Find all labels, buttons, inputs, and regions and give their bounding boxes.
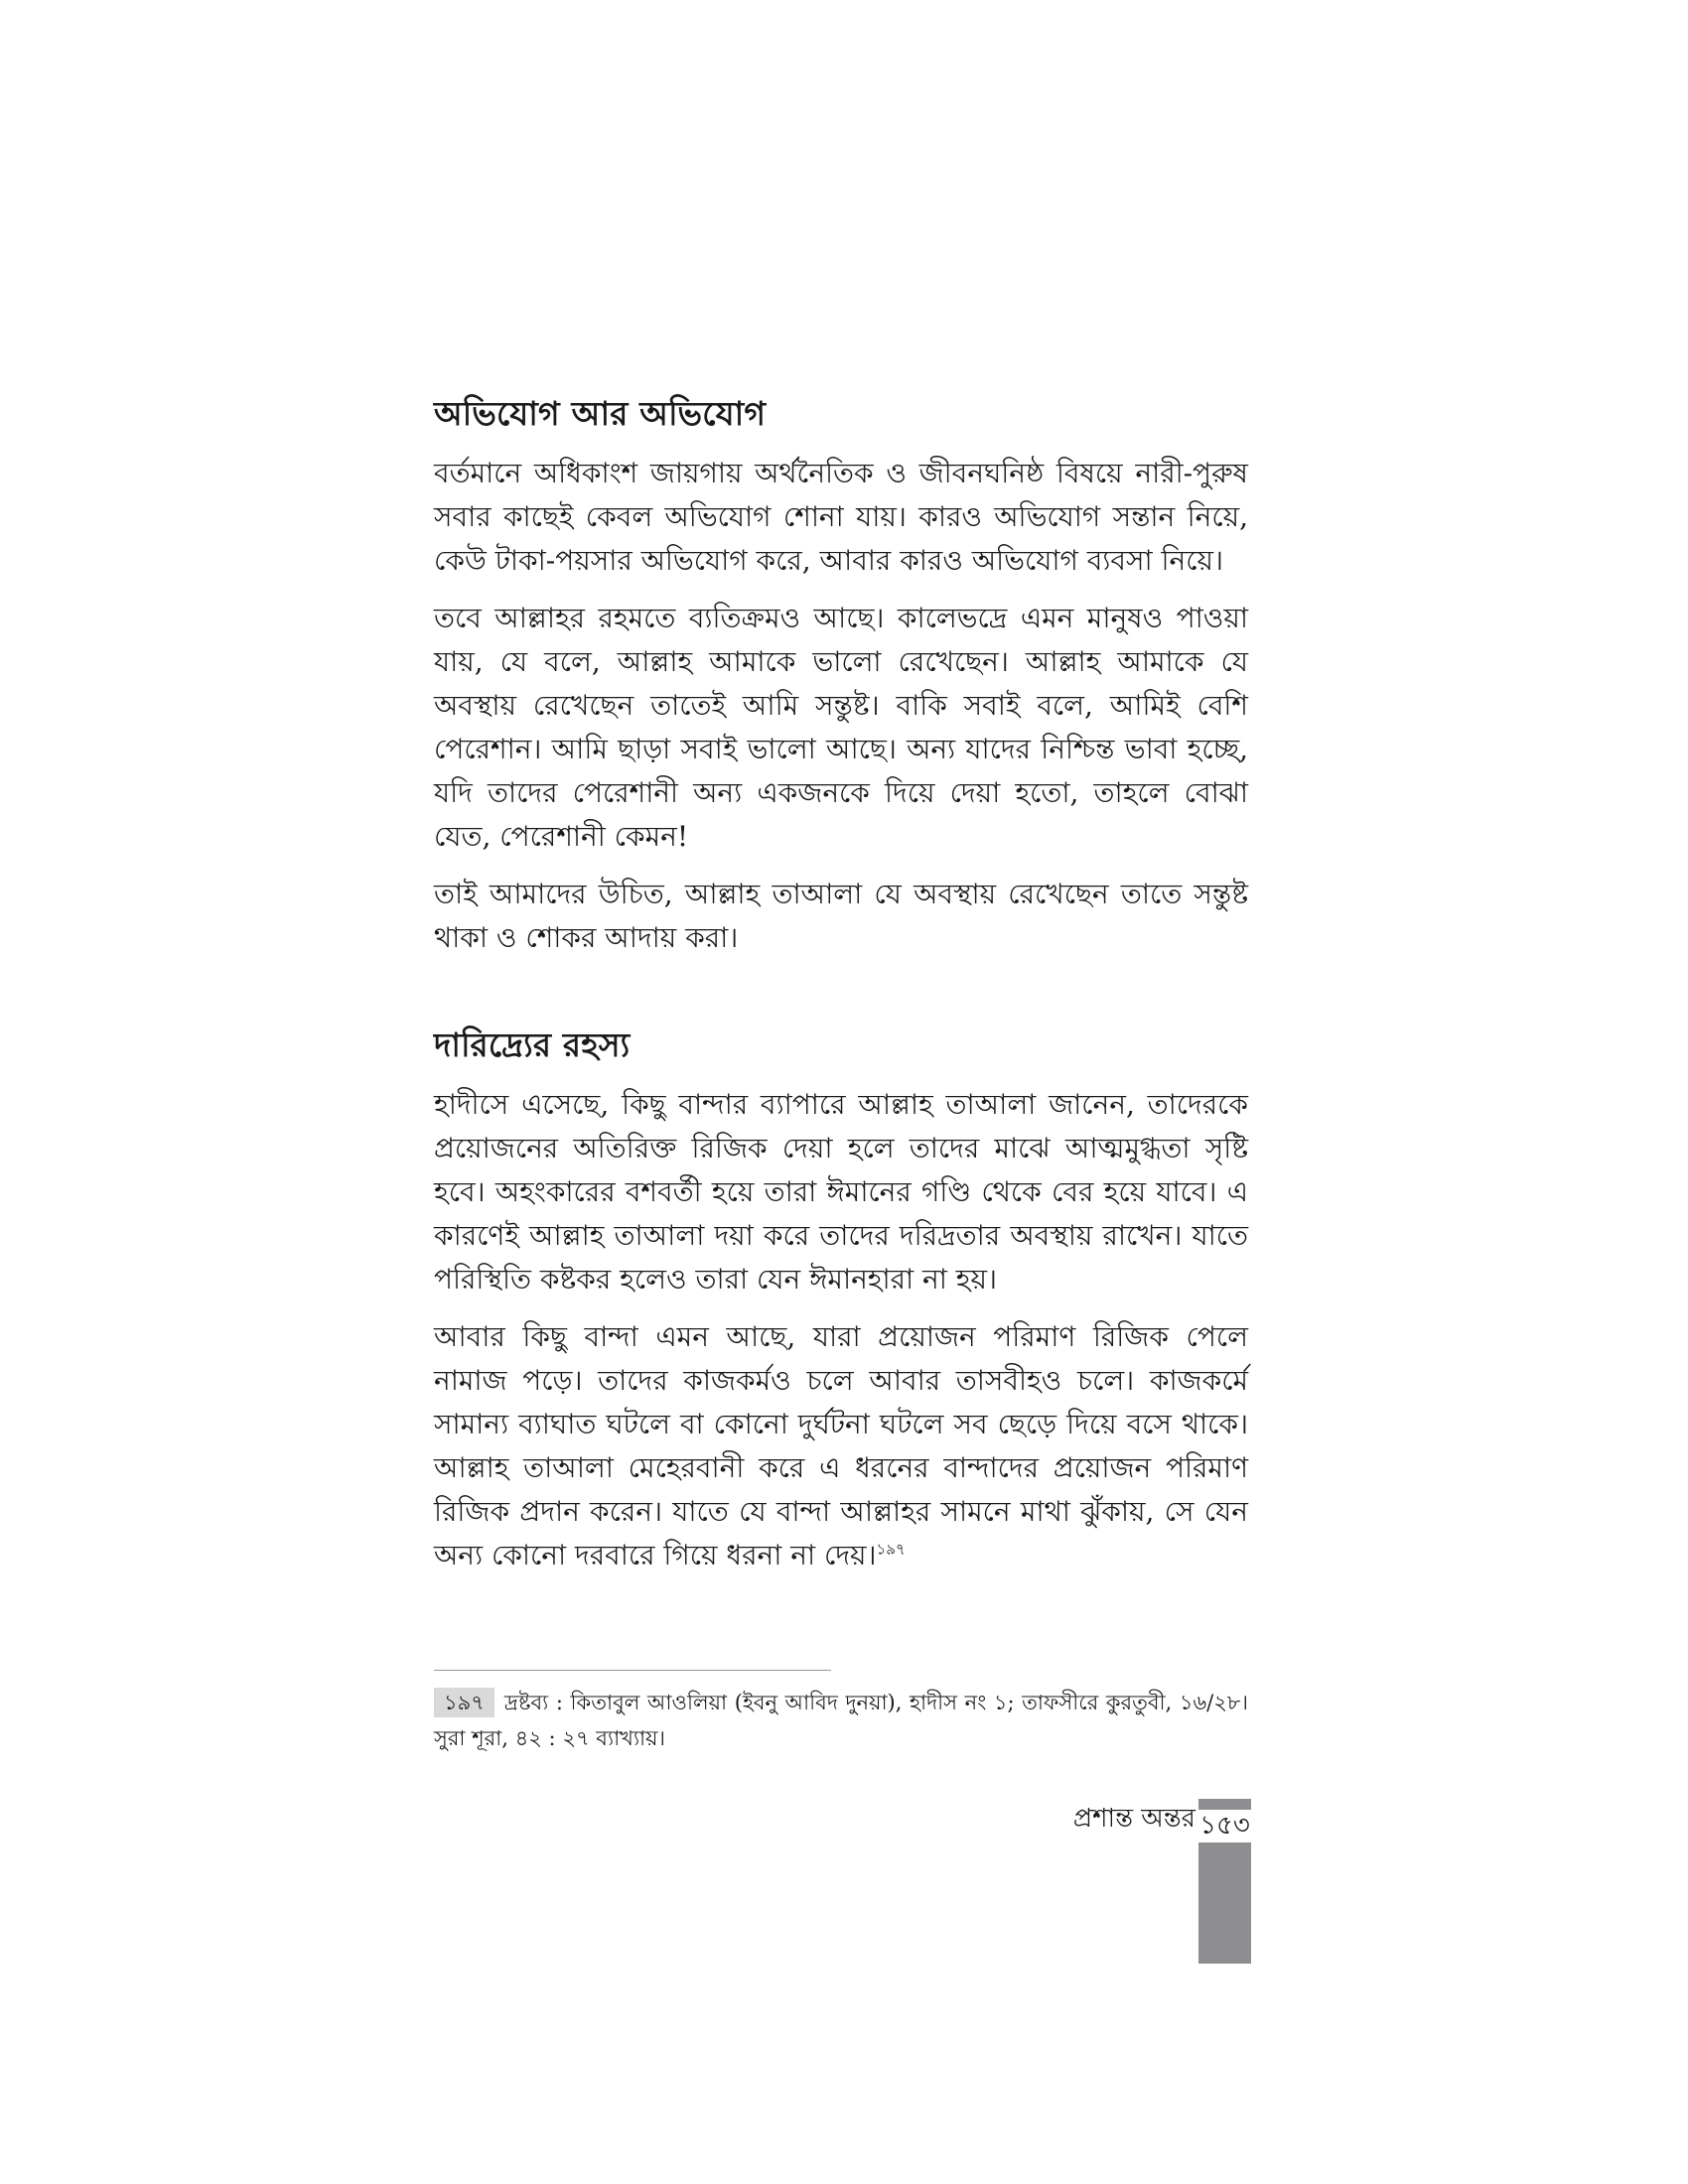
footnote-text: দ্রষ্টব্য : কিতাবুল আওলিয়া (ইবনু আবিদ দুনয়া), হাদীস নং ১; তাফসীরে কুরতুবী, ১৬/২৮। সুরা শূরা, ৪২ : ২৭ ব্যাখ্যায়। — [434, 1691, 1248, 1750]
page-number: ১৫৩ — [1198, 1805, 1251, 1843]
page-number-tab — [1198, 1799, 1251, 1964]
paragraph: তবে আল্লাহর রহমতে ব্যতিক্রমও আছে। কালেভদ্রে এমন মানুষও পাওয়া যায়, যে বলে, আল্লাহ আমাকে ভালো রেখেছেন। আল্লাহ আমাকে যে অবস্থায় রেখেছেন তাতেই আমি সন্তুষ্ট। বাকি সবাই বলে, আমিই বেশি পেরেশান। আমি ছাড়া সবাই ভালো আছে। অন্য যাদের নিশ্চিন্ত ভাবা হচ্ছে, যদি তাদের পেরেশানী অন্য একজনকে দিয়ে দেয়া হতো, তাহলে বোঝা যেত, পেরেশানী কেমন! — [434, 602, 1248, 853]
footnote-divider — [434, 1670, 831, 1671]
footnote — [434, 1685, 1248, 1756]
section-heading-complaints: অভিযোগ আর অভিযোগ — [434, 394, 767, 433]
paragraph: হাদীসে এসেছে, কিছু বান্দার ব্যাপারে আল্লাহ তাআলা জানেন, তাদেরকে প্রয়োজনের অতিরিক্ত রিজিক দেয়া হলে তাদের মাঝে আত্মমুগ্ধতা সৃষ্টি হবে। অহংকারের বশবর্তী হয়ে তারা ঈমানের গণ্ডি থেকে বের হয়ে যাবে। এ কারণেই আল্লাহ তাআলা দয়া করে তাদের দরিদ্রতার অবস্থায় রাখেন। যাতে পরিস্থিতি কষ্টকর হলেও তারা যেন ঈমানহারা না হয়। — [434, 1088, 1248, 1296]
section-heading-poverty: দারিদ্র্যের রহস্য — [434, 1025, 631, 1064]
footnote-reference[interactable]: ১৯৭ — [876, 1540, 906, 1559]
paragraph-text: আবার কিছু বান্দা এমন আছে, যারা প্রয়োজন পরিমাণ রিজিক পেলে নামাজ পড়ে। তাদের কাজকর্মও চলে আবার তাসবীহও চলে। কাজকর্মে সামান্য ব্যাঘাত ঘটলে বা কোনো দুর্ঘটনা ঘটলে সব ছেড়ে দিয়ে বসে থাকে। আল্লাহ তাআলা মেহেরবানী করে এ ধরনের বান্দাদের প্রয়োজন পরিমাণ রিজিক প্রদান করেন। যাতে যে বান্দা আল্লাহর সামনে মাথা ঝুঁকায়, সে যেন অন্য কোনো দরবারে গিয়ে ধরনা না দেয়। — [434, 1320, 1248, 1571]
paragraph-with-footnote — [434, 1315, 1248, 1577]
main-content — [434, 392, 1248, 1591]
running-head-book-title: প্রশান্ত অন্তর — [1072, 1804, 1196, 1834]
footnote-number: ১৯৭ — [434, 1688, 494, 1717]
paragraph: তাই আমাদের উচিত, আল্লাহ তাআলা যে অবস্থায় রেখেছেন তাতে সন্তুষ্ট থাকা ও শোকর আদায় করা। — [434, 878, 1248, 954]
paragraph: বর্তমানে অধিকাংশ জায়গায় অর্থনৈতিক ও জীবনঘনিষ্ঠ বিষয়ে নারী-পুরুষ সবার কাছেই কেবল অভিযোগ শোনা যায়। কারও অভিযোগ সন্তান নিয়ে, কেউ টাকা-পয়সার অভিযোগ করে, আবার কারও অভিযোগ ব্যবসা নিয়ে। — [434, 457, 1248, 577]
